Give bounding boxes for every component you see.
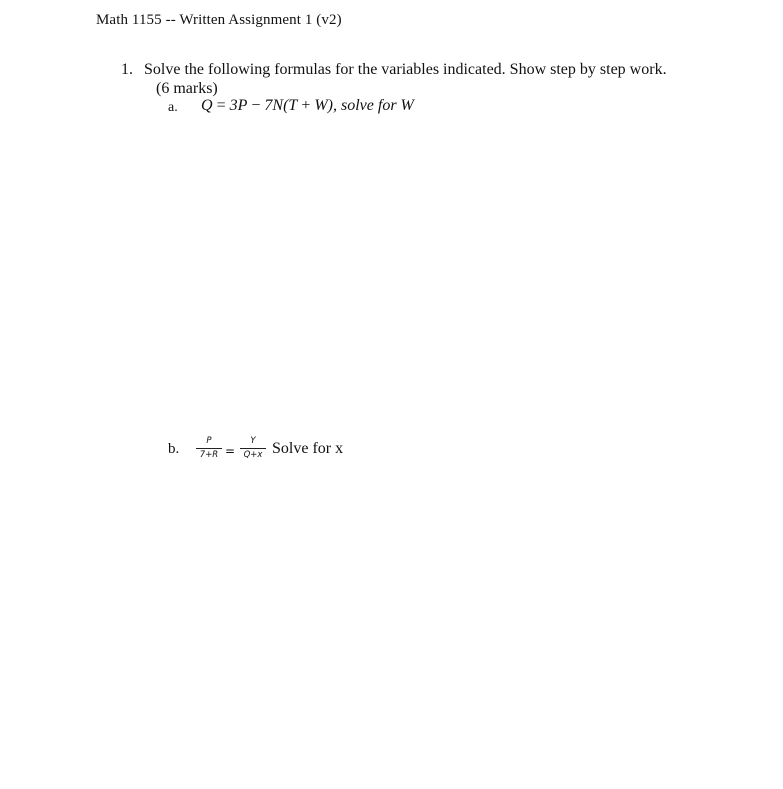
equation-a-plus: +: [297, 97, 315, 114]
equation-a-term1: 3P: [229, 97, 248, 114]
equation-a-term3: W),: [314, 97, 337, 114]
document-title: Math 1155 -- Written Assignment 1 (v2): [96, 12, 342, 28]
right-fraction: [240, 437, 266, 459]
equation-a-minus: −: [247, 97, 265, 114]
left-fraction: [196, 437, 222, 459]
left-numerator: P: [206, 436, 212, 446]
part-b-instruction: Solve for x: [272, 440, 344, 457]
equation-a-equals: =: [212, 97, 230, 114]
equation-a-lhs: Q: [201, 97, 213, 114]
right-denominator: Q+x: [243, 449, 263, 460]
left-denominator: 7+R: [199, 449, 219, 460]
right-numerator: Y: [250, 436, 256, 446]
equation-a-solve-text: solve for W: [337, 97, 414, 114]
question-marks: (6 marks): [156, 80, 218, 97]
question-number: 1.: [121, 61, 133, 78]
equation-a-term2: 7N(T: [264, 97, 298, 114]
question-text: Solve the following formulas for the variables indicated. Show step by step work.: [144, 61, 667, 78]
part-a-label: a.: [168, 100, 178, 115]
part-b-equals: =: [225, 444, 236, 458]
part-b-label: b.: [168, 441, 180, 457]
part-a-equation: [201, 97, 414, 115]
